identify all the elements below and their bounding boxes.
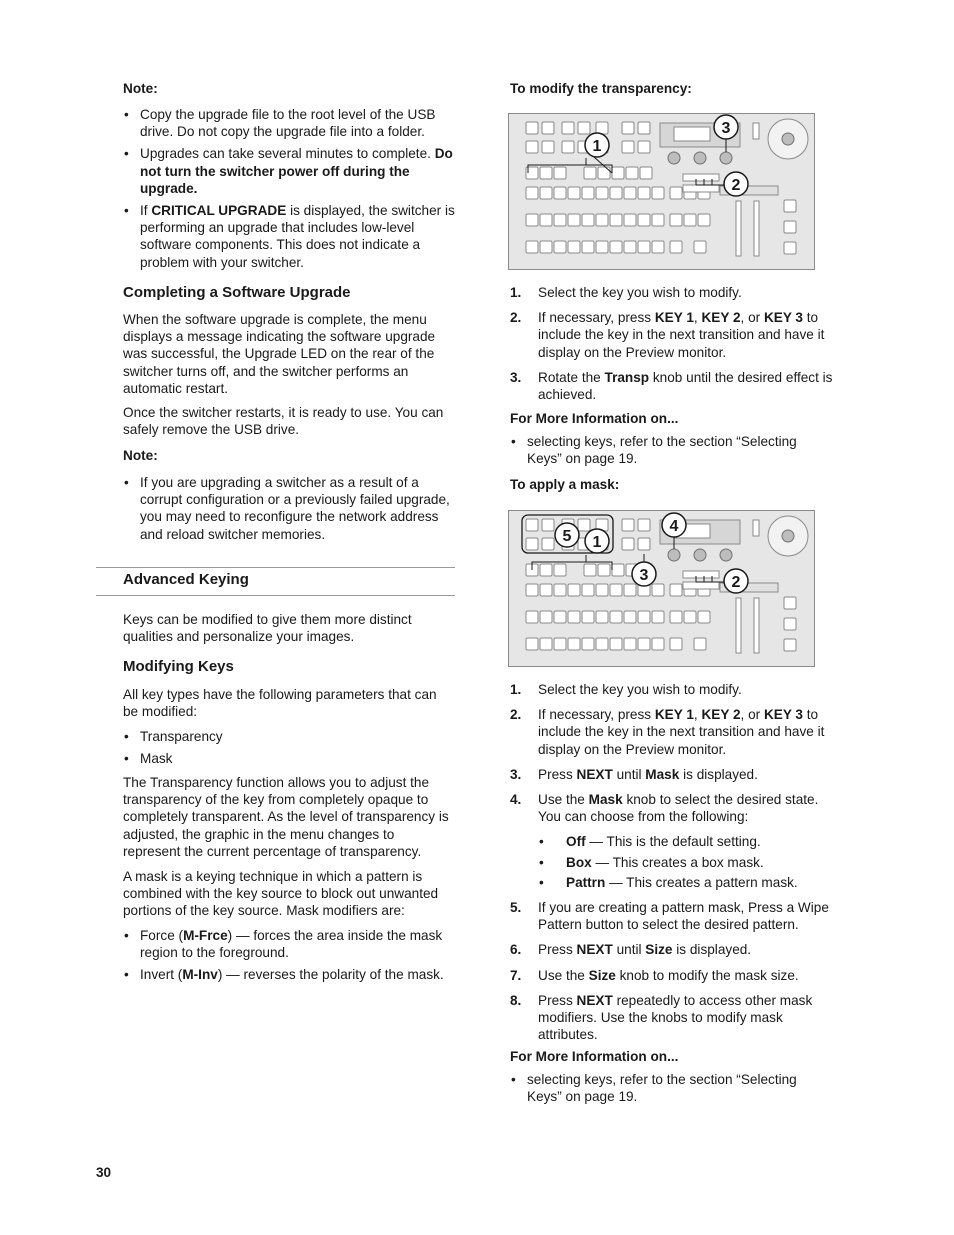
step-item: 7. Use the Size knob to modify the mask size. bbox=[510, 967, 799, 983]
more-info-heading: For More Information on... bbox=[510, 411, 679, 426]
more-info-list bbox=[510, 433, 830, 472]
switcher-panel-illustration bbox=[508, 113, 815, 270]
step-item: 2. If necessary, press KEY 1, KEY 2, or KEY 3 to include the key in the next transition and have it display on the Preview monitor. bbox=[510, 310, 825, 360]
paragraph: Once the switcher restarts, it is ready to use. You can safely remove the USB drive. bbox=[123, 405, 444, 438]
more-info-list bbox=[510, 1071, 830, 1110]
svg-text:2: 2 bbox=[731, 177, 741, 194]
callout-3 bbox=[632, 562, 656, 586]
callout-2 bbox=[724, 172, 748, 196]
paragraph: A mask is a keying technique in which a pattern is combined with the key source to block out unwanted portions of the key source. Mask modifiers are: bbox=[123, 869, 439, 919]
callout-2 bbox=[724, 569, 748, 593]
paragraph: When the software upgrade is complete, the menu displays a message indicating the software upgrade was successful, the Upgrade LED on the rear of the switcher turns off, and the switcher performs an automatic restart. bbox=[123, 312, 436, 396]
list-item: • Off — This is the default setting. bbox=[538, 833, 844, 850]
callout-1 bbox=[585, 133, 609, 157]
list-item: • Box — This creates a box mask. bbox=[538, 854, 844, 871]
step-item: 1. Select the key you wish to modify. bbox=[510, 285, 742, 300]
more-info-heading: For More Information on... bbox=[510, 1049, 679, 1064]
note-label: Note: bbox=[123, 448, 158, 463]
section-heading: Modifying Keys bbox=[123, 658, 234, 675]
step-item: 1. Select the key you wish to modify. bbox=[510, 682, 742, 697]
page-number: 30 bbox=[96, 1165, 112, 1180]
list-item: • Pattrn — This creates a pattern mask. bbox=[538, 874, 844, 891]
callout-3 bbox=[714, 115, 738, 139]
svg-text:3: 3 bbox=[639, 567, 649, 584]
note-label: Note: bbox=[123, 81, 158, 96]
switcher-panel-illustration-mask bbox=[508, 510, 815, 667]
svg-text:3: 3 bbox=[721, 120, 731, 137]
step-item: 4. Use the Mask knob to select the desired state. You can choose from the following: • Off — This is the default setting. • Box — This creates a box mask. • Pattrn — This creates a pattern mask. bbox=[510, 791, 844, 891]
list-item: • selecting keys, refer to the section “Selecting Keys” on page 19. bbox=[510, 433, 830, 467]
list-item: • Copy the upgrade file to the root level of the USB drive. Do not copy the upgrade file into a folder. bbox=[123, 106, 455, 140]
procedure-heading: To modify the transparency: bbox=[510, 81, 692, 96]
svg-text:5: 5 bbox=[562, 528, 572, 545]
svg-text:4: 4 bbox=[669, 518, 679, 535]
note-list bbox=[123, 106, 455, 276]
section-divider bbox=[96, 595, 455, 596]
list-item: • Force (M-Frce) — forces the area inside the mask region to the foreground. bbox=[123, 927, 459, 961]
paragraph: All key types have the following parameters that can be modified: bbox=[123, 687, 437, 720]
callout-4 bbox=[662, 513, 686, 537]
list-item: • selecting keys, refer to the section “Selecting Keys” on page 19. bbox=[510, 1071, 830, 1105]
procedure-heading: To apply a mask: bbox=[510, 477, 620, 492]
mask-state-list bbox=[538, 833, 844, 891]
section-heading: Completing a Software Upgrade bbox=[123, 284, 351, 301]
note-list bbox=[123, 474, 455, 548]
svg-text:1: 1 bbox=[592, 534, 602, 551]
step-item: 5. If you are creating a pattern mask, Press a Wipe Pattern button to select the desired pattern. bbox=[510, 900, 829, 933]
callout-5 bbox=[555, 523, 579, 547]
step-item: 8. Press NEXT repeatedly to access other mask modifiers. Use the knobs to modify mask attributes. bbox=[510, 992, 813, 1043]
section-divider bbox=[96, 567, 455, 568]
list-item: • Invert (M-Inv) — reverses the polarity of the mask. bbox=[123, 966, 459, 983]
svg-text:1: 1 bbox=[592, 138, 602, 155]
list-item: • If CRITICAL UPGRADE is displayed, the switcher is performing an upgrade that includes low-level software components. This does not indicate a problem with your switcher. bbox=[123, 202, 455, 271]
modifier-list bbox=[123, 927, 459, 989]
step-item: 3. Press NEXT until Mask is displayed. bbox=[510, 766, 758, 782]
step-item: 3. Rotate the Transp knob until the desired effect is achieved. bbox=[510, 369, 833, 403]
list-item: • Upgrades can take several minutes to complete. Do not turn the switcher power off during the upgrade. bbox=[123, 145, 455, 197]
step-item: 2. If necessary, press KEY 1, KEY 2, or KEY 3 to include the key in the next transition and have it display on the Preview monitor. bbox=[510, 707, 825, 757]
step-item: 6. Press NEXT until Size is displayed. bbox=[510, 942, 752, 958]
list-item: • If you are upgrading a switcher as a result of a corrupt configuration or a previously failed upgrade, you may need to reconfigure the network address and reload switcher memories. bbox=[123, 474, 455, 543]
section-heading: Advanced Keying bbox=[123, 571, 249, 588]
list-item: • Mask bbox=[123, 750, 455, 767]
mask-steps bbox=[510, 681, 844, 1051]
paragraph: Keys can be modified to give them more distinct qualities and personalize your images. bbox=[123, 612, 412, 645]
svg-text:2: 2 bbox=[731, 574, 741, 591]
parameter-list bbox=[123, 728, 455, 772]
callout-1 bbox=[585, 529, 609, 553]
paragraph: The Transparency function allows you to adjust the transparency of the key from completely opaque to completely transparent. As the level of transparency is adjusted, the graphic in the menu changes to represent the current percentage of transparency. bbox=[123, 775, 449, 859]
list-item: • Transparency bbox=[123, 728, 455, 745]
transparency-steps bbox=[510, 284, 844, 411]
